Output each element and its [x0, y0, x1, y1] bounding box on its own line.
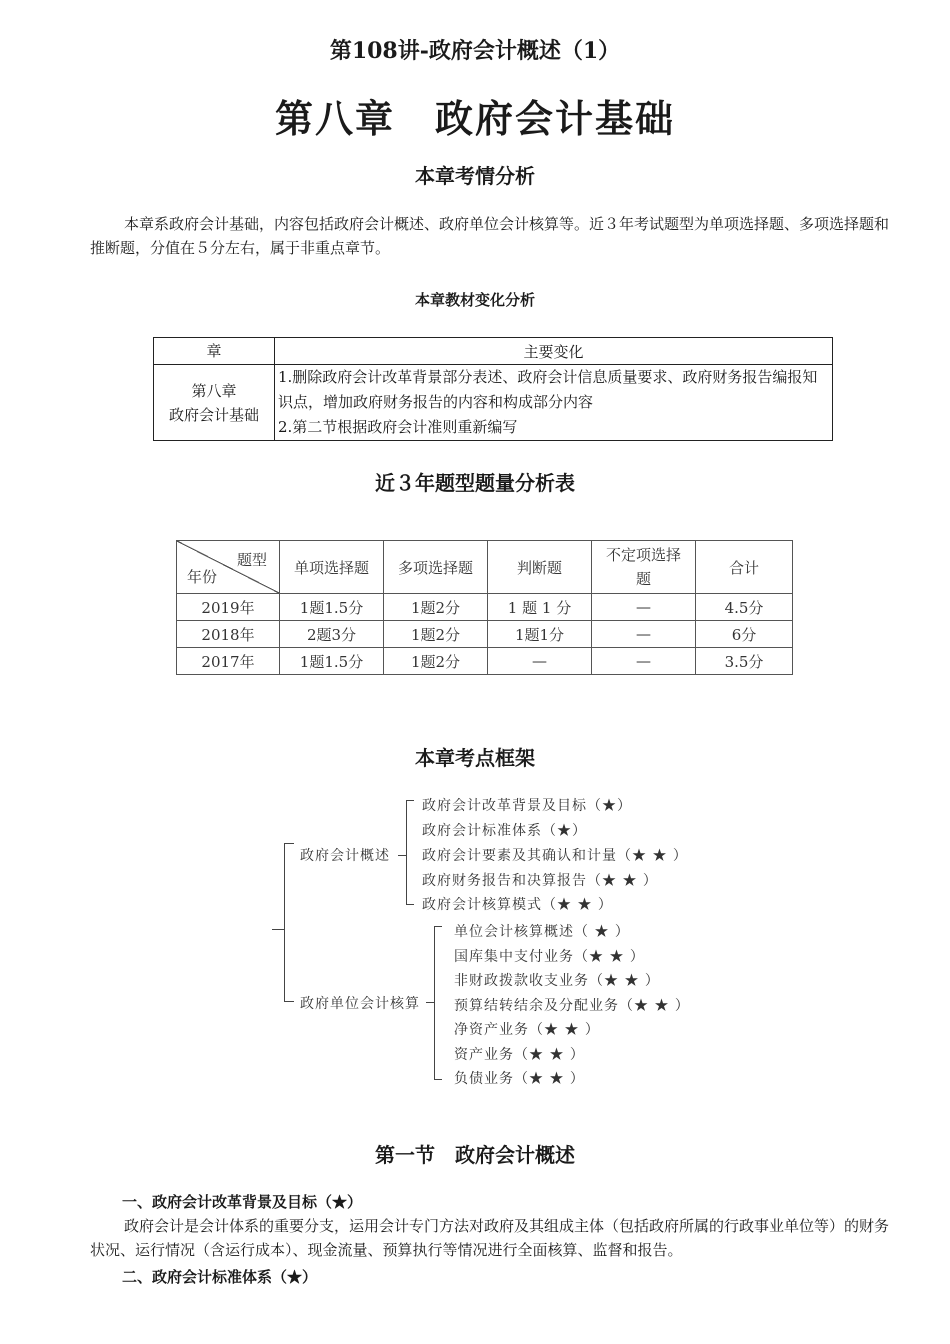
diag-bottom-label: 年份 [187, 568, 218, 586]
chapter-title: 第八章 政府会计基础 [274, 96, 675, 141]
section1-sub1: 一、政府会计改革背景及目标（★） [122, 1193, 363, 1211]
branch2-item: 国库集中支付业务（★ ★ ） [454, 949, 645, 965]
exam-analysis-text: 本章系政府会计基础，内容包括政府会计概述、政府单位会计核算等。近３年考试题型为单项选择题、多项选择题和推断题，分值在５分左右，属于非重点章节。 [90, 215, 890, 257]
branch2-item: 单位会计核算概述（ ★ ） [454, 924, 630, 940]
branch1-label: 政府会计概述 [300, 848, 390, 864]
col-header: 单项选择题 [280, 541, 384, 594]
chapter-cell [154, 365, 275, 441]
question-type-table [176, 540, 793, 675]
branch1-item: 政府会计标准体系（★） [422, 823, 587, 839]
diagonal-header-cell [177, 541, 280, 594]
branch2-item: 非财政拨款收支业务（★ ★ ） [454, 973, 660, 989]
branch1-item: 政府会计核算模式（★ ★ ） [422, 897, 613, 913]
branch2-item: 资产业务（★ ★ ） [454, 1047, 585, 1063]
branch2-item: 负债业务（★ ★ ） [454, 1071, 585, 1087]
question-table-heading: 近３年题型题量分析表 [375, 471, 575, 495]
section1-heading: 第一节 政府会计概述 [375, 1143, 575, 1167]
section1-para1: 政府会计是会计体系的重要分支，运用会计专门方法对政府及其组成主体（包括政府所属的行政事业单位等）的财务状况、运行情况（含运行成本）、现金流量、预算执行等情况进行全面核算、监督和报告。 [90, 1217, 890, 1259]
textbook-change-table [153, 337, 833, 441]
change-item-1: 1.删除政府会计改革背景部分表述、政府会计信息质量要求、政府财务报告编报知识点，增加政府财务报告的内容和构成部分内容 [278, 368, 818, 411]
branch2-item: 净资产业务（★ ★ ） [454, 1022, 600, 1038]
section1-sub2: 二、政府会计标准体系（★） [122, 1268, 318, 1286]
col-changes-header: 主要变化 [275, 338, 833, 365]
col-chapter-header: 章 [154, 338, 275, 365]
branch1-item: 政府会计改革背景及目标（★） [422, 798, 632, 814]
framework-heading: 本章考点框架 [415, 746, 535, 770]
changes-cell [275, 365, 833, 441]
col-header: 判断题 [488, 541, 592, 594]
chapter-line2: 政府会计基础 [168, 405, 259, 424]
table-row: 2017年 1题1.5分 1题2分 — — 3.5分 [177, 648, 793, 675]
branch1-item: 政府财务报告和决算报告（★ ★ ） [422, 873, 658, 889]
col-header: 合计 [696, 541, 793, 594]
table-row: 2019年 1题1.5分 1题2分 1 题 1 分 — 4.5分 [177, 594, 793, 621]
exam-analysis-heading: 本章考情分析 [415, 164, 535, 188]
chapter-line1: 第八章 [191, 381, 237, 400]
branch2-label: 政府单位会计核算 [300, 996, 420, 1012]
col-header: 不定项选择题 [592, 541, 696, 594]
branch1-item: 政府会计要素及其确认和计量（★ ★ ） [422, 848, 688, 864]
textbook-change-heading: 本章教材变化分析 [414, 291, 535, 309]
table-row: 2018年 2题3分 1题2分 1题1分 — 6分 [177, 621, 793, 648]
diag-top-label: 题型 [236, 551, 267, 569]
branch2-item: 预算结转结余及分配业务（★ ★ ） [454, 998, 690, 1014]
lecture-title: 第108讲-政府会计概述（1） [329, 38, 621, 64]
col-header: 多项选择题 [384, 541, 488, 594]
change-item-2: 2.第二节根据政府会计准则重新编写 [278, 418, 518, 436]
